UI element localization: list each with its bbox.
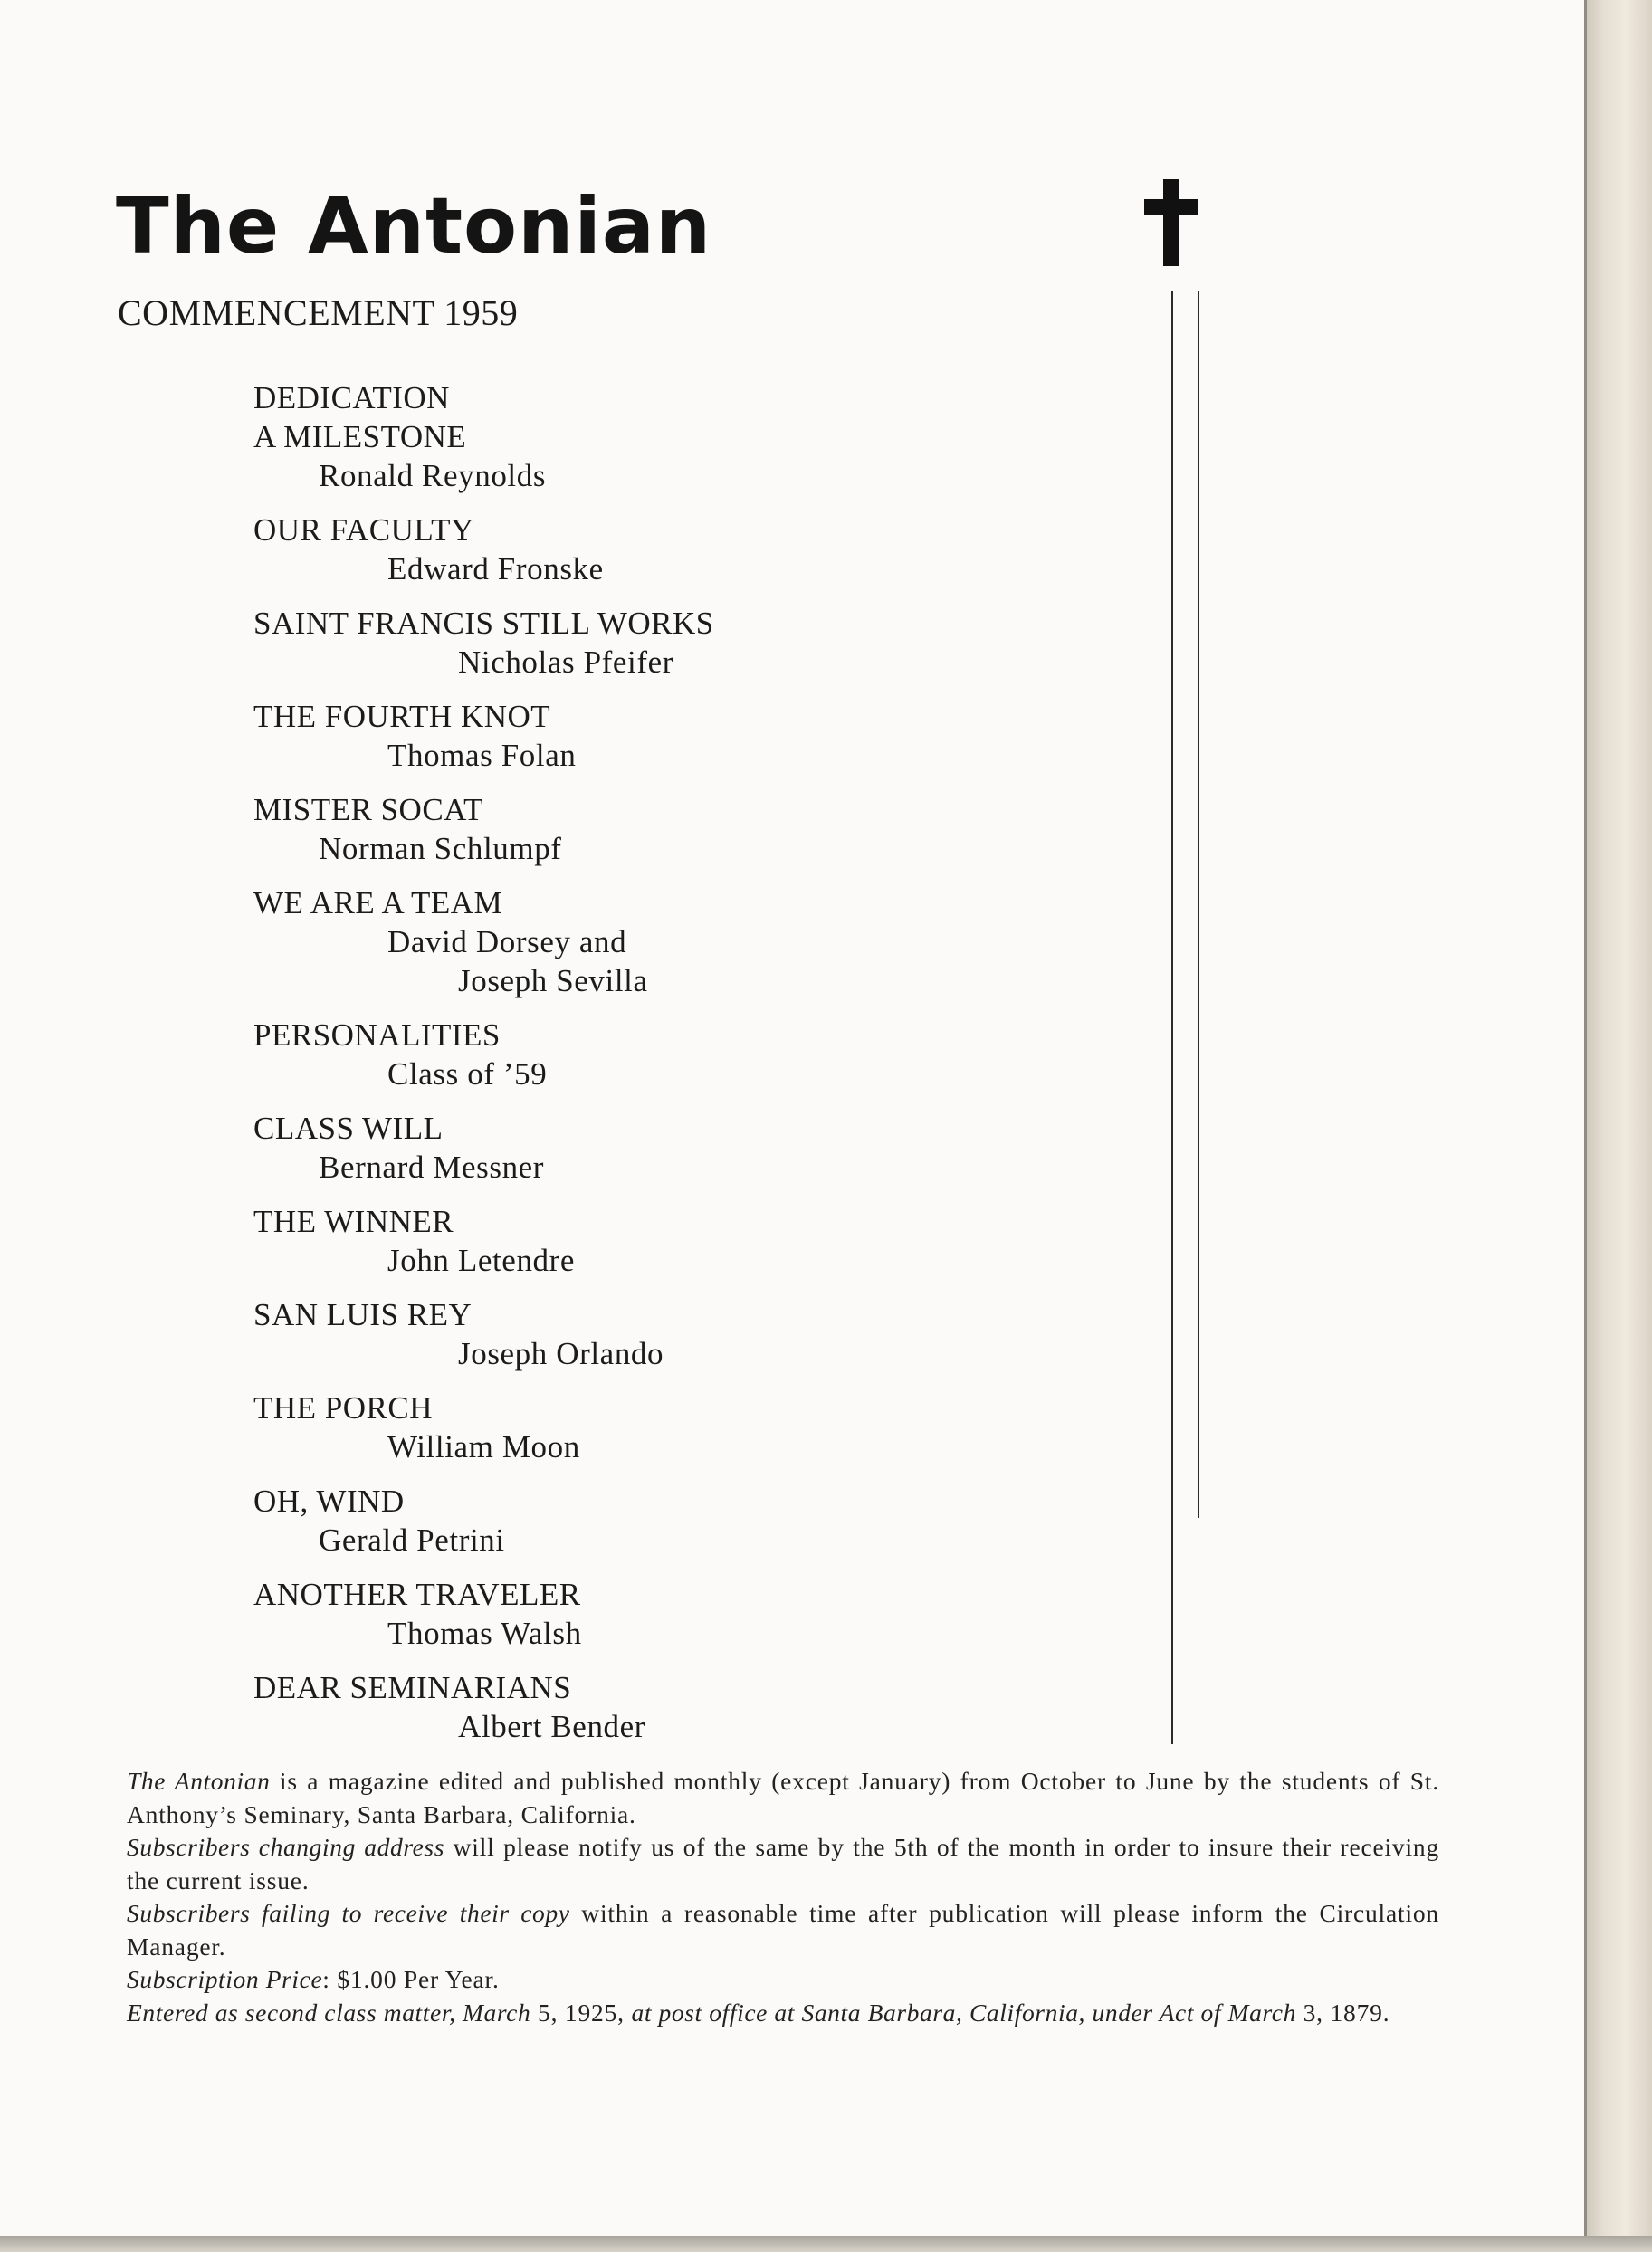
colophon-subscription-price — [127, 1963, 1439, 1997]
colophon-italic: at post office at Santa Barbara, California, under Act of March — [631, 1998, 1296, 2027]
toc-author: Bernard Messner — [319, 1150, 545, 1185]
toc-author: Norman Schlumpf — [319, 831, 562, 866]
toc-title: PERSONALITIES — [253, 1017, 501, 1053]
toc-entry — [253, 1109, 1122, 1187]
toc-entry — [253, 1388, 1122, 1466]
table-of-contents — [253, 378, 1122, 1761]
colophon-address-notice — [127, 1831, 1439, 1897]
masthead-title: The Antonian — [116, 181, 712, 272]
toc-title: SAN LUIS REY — [253, 1297, 473, 1332]
toc-author: Edward Fronske — [387, 551, 604, 587]
toc-title: DEDICATION — [253, 380, 450, 415]
toc-title: THE WINNER — [253, 1204, 454, 1239]
toc-title: THE PORCH — [253, 1390, 433, 1426]
toc-entry — [253, 1295, 1122, 1373]
toc-author: Albert Bender — [458, 1709, 646, 1744]
page-edge — [1587, 0, 1652, 2252]
colophon-italic: Entered as second class matter, March — [127, 1998, 531, 2027]
colophon-text: is a magazine edited and published monthly (except January) from October to June by the students of St. Anthony’s Seminary, Santa Barbara, California. — [127, 1767, 1439, 1828]
toc-entry — [253, 1668, 1122, 1746]
toc-title: A MILESTONE — [253, 419, 467, 454]
issue-label: COMMENCEMENT 1959 — [118, 292, 519, 333]
toc-title: CLASS WILL — [253, 1111, 444, 1146]
toc-author: Nicholas Pfeifer — [458, 644, 673, 680]
colophon-text: 5, 1925, — [530, 1998, 632, 2027]
toc-entry — [253, 1016, 1122, 1093]
colophon-publication-info — [127, 1765, 1439, 1831]
toc-entry — [253, 1575, 1122, 1653]
colophon-text: will please notify us of the same by the 5th of the month in order to insure their receiving the current issue. — [127, 1833, 1439, 1894]
colophon-text: within a reasonable time after publication will please inform the Circulation Manager. — [127, 1899, 1439, 1961]
colophon — [127, 1765, 1439, 2029]
colophon-text: : $1.00 Per Year. — [322, 1965, 500, 1993]
toc-author: Thomas Walsh — [387, 1616, 582, 1651]
toc-entry — [253, 378, 1122, 417]
vertical-rule-right — [1198, 291, 1199, 1518]
colophon-mailing-status — [127, 1997, 1439, 2030]
latin-cross-icon — [1139, 179, 1204, 266]
toc-title: WE ARE A TEAM — [253, 885, 503, 921]
toc-entry — [253, 1482, 1122, 1560]
toc-entry — [253, 511, 1122, 588]
colophon-italic: Subscribers changing address — [127, 1833, 445, 1861]
toc-author: Gerald Petrini — [319, 1522, 505, 1558]
toc-title: SAINT FRANCIS STILL WORKS — [253, 606, 714, 641]
toc-entry — [253, 883, 1122, 1000]
toc-author: David Dorsey and — [387, 924, 627, 959]
toc-entry — [253, 604, 1122, 682]
toc-author: Joseph Sevilla — [458, 963, 648, 998]
toc-title: THE FOURTH KNOT — [253, 699, 551, 734]
toc-entry — [253, 790, 1122, 868]
toc-entry — [253, 417, 1122, 495]
bottom-edge — [0, 2236, 1652, 2252]
toc-author: Thomas Folan — [387, 738, 577, 773]
colophon-italic: Subscribers failing to receive their copy — [127, 1899, 570, 1927]
vertical-rule-left — [1171, 291, 1173, 1744]
toc-title: MISTER SOCAT — [253, 792, 483, 827]
toc-author: John Letendre — [387, 1243, 576, 1278]
toc-title: ANOTHER TRAVELER — [253, 1577, 581, 1612]
toc-entry — [253, 1202, 1122, 1280]
colophon-italic: Subscription Price — [127, 1965, 323, 1993]
colophon-delivery-notice — [127, 1897, 1439, 1963]
colophon-text: 3, 1879. — [1295, 1998, 1390, 2027]
toc-author: Ronald Reynolds — [319, 458, 547, 493]
toc-title: OH, WIND — [253, 1484, 405, 1519]
toc-author: William Moon — [387, 1429, 580, 1465]
toc-author: Joseph Orlando — [458, 1336, 664, 1371]
toc-title: DEAR SEMINARIANS — [253, 1670, 572, 1705]
toc-title: OUR FACULTY — [253, 512, 474, 548]
toc-author: Class of ’59 — [387, 1056, 548, 1092]
colophon-italic: The Antonian — [127, 1767, 271, 1795]
toc-entry — [253, 697, 1122, 775]
